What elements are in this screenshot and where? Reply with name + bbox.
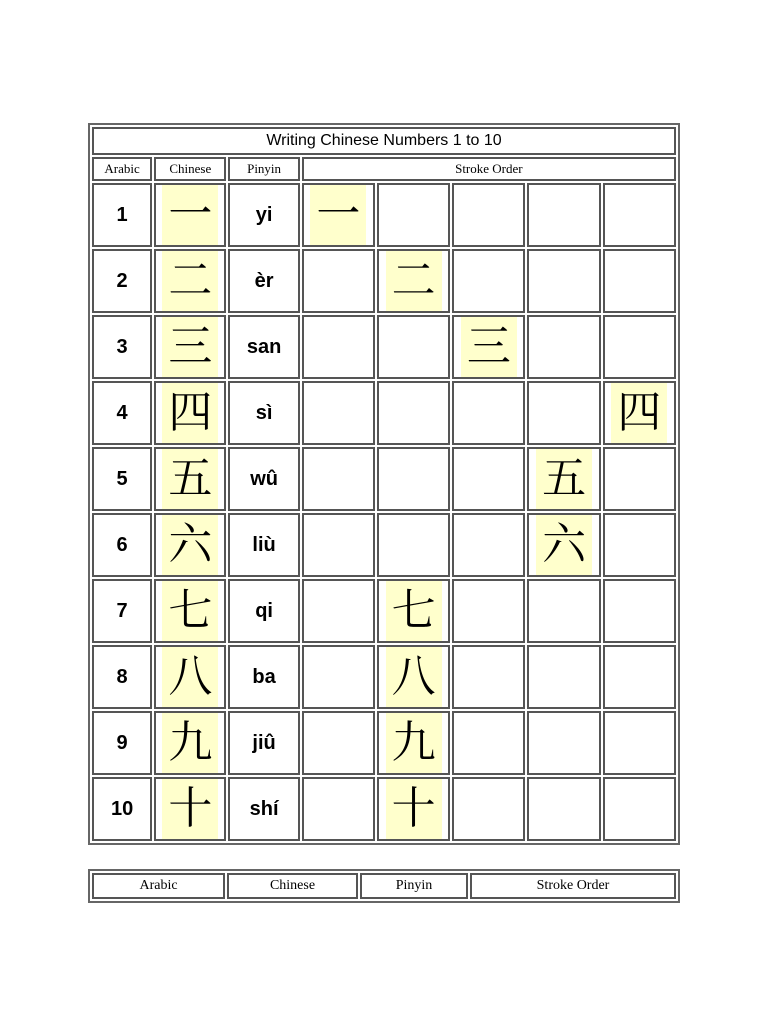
pinyin-label: yi	[228, 183, 299, 247]
arabic-numeral: 9	[92, 711, 152, 775]
stroke-order-cell	[302, 183, 375, 247]
chinese-character: 八	[162, 647, 218, 707]
stroke-order-cell	[527, 249, 600, 313]
arabic-numeral: 5	[92, 447, 152, 511]
chinese-cell	[154, 645, 226, 709]
chinese-cell	[154, 777, 226, 841]
pinyin-label: èr	[228, 249, 299, 313]
stroke-order-cell	[527, 183, 600, 247]
table-row	[92, 183, 676, 247]
stroke-order-cell	[452, 711, 525, 775]
table-row	[92, 711, 676, 775]
stroke-order-cell	[452, 579, 525, 643]
stroke-order-character: 五	[536, 449, 592, 509]
header-row	[92, 157, 676, 181]
stroke-order-cell	[527, 315, 600, 379]
stroke-order-cell	[603, 711, 676, 775]
stroke-order-character: 八	[386, 647, 442, 707]
stroke-order-cell	[603, 381, 676, 445]
stroke-order-cell	[452, 645, 525, 709]
stroke-order-cell	[527, 447, 600, 511]
stroke-order-character: 一	[310, 185, 366, 245]
arabic-numeral: 6	[92, 513, 152, 577]
chinese-character: 六	[162, 515, 218, 575]
stroke-order-cell	[302, 579, 375, 643]
stroke-order-character: 十	[386, 779, 442, 839]
chinese-cell	[154, 513, 226, 577]
chinese-character: 五	[162, 449, 218, 509]
chinese-cell	[154, 315, 226, 379]
chinese-cell	[154, 447, 226, 511]
pinyin-label: shí	[228, 777, 299, 841]
numbers-table	[88, 123, 680, 845]
stroke-order-cell	[527, 777, 600, 841]
stroke-order-cell	[603, 513, 676, 577]
stroke-order-character: 六	[536, 515, 592, 575]
stroke-order-cell	[527, 513, 600, 577]
chinese-cell	[154, 579, 226, 643]
chinese-character: 七	[162, 581, 218, 641]
stroke-order-cell	[302, 645, 375, 709]
pinyin-label: san	[228, 315, 299, 379]
pinyin-label: qi	[228, 579, 299, 643]
pinyin-label: sì	[228, 381, 299, 445]
stroke-order-cell	[527, 381, 600, 445]
arabic-numeral: 4	[92, 381, 152, 445]
stroke-order-cell	[302, 249, 375, 313]
table-title: Writing Chinese Numbers 1 to 10	[92, 127, 676, 155]
stroke-order-cell	[302, 777, 375, 841]
stroke-order-cell	[377, 513, 450, 577]
stroke-order-cell	[603, 447, 676, 511]
stroke-order-cell	[452, 777, 525, 841]
stroke-order-cell	[377, 777, 450, 841]
table-row	[92, 579, 676, 643]
stroke-order-character: 七	[386, 581, 442, 641]
stroke-order-cell	[377, 315, 450, 379]
arabic-numeral: 1	[92, 183, 152, 247]
stroke-order-cell	[302, 513, 375, 577]
table-row	[92, 645, 676, 709]
stroke-order-cell	[527, 645, 600, 709]
table-row	[92, 381, 676, 445]
header-arabic: Arabic	[92, 157, 152, 181]
stroke-order-cell	[302, 711, 375, 775]
table-row	[92, 447, 676, 511]
footer-header-stroke-order: Stroke Order	[470, 873, 676, 899]
chinese-cell	[154, 183, 226, 247]
table-row	[92, 513, 676, 577]
chinese-cell	[154, 381, 226, 445]
footer-header-chinese: Chinese	[227, 873, 358, 899]
arabic-numeral: 2	[92, 249, 152, 313]
stroke-order-character: 四	[611, 383, 667, 443]
chinese-character: 十	[162, 779, 218, 839]
stroke-order-cell	[603, 777, 676, 841]
pinyin-label: jiû	[228, 711, 299, 775]
stroke-order-cell	[452, 513, 525, 577]
stroke-order-cell	[452, 183, 525, 247]
stroke-order-cell	[377, 381, 450, 445]
stroke-order-cell	[527, 579, 600, 643]
header-pinyin: Pinyin	[228, 157, 299, 181]
footer-header-row	[92, 873, 676, 899]
stroke-order-cell	[377, 711, 450, 775]
chinese-character: 四	[162, 383, 218, 443]
stroke-order-cell	[302, 315, 375, 379]
stroke-order-cell	[452, 381, 525, 445]
chinese-character: 三	[162, 317, 218, 377]
stroke-order-cell	[603, 183, 676, 247]
stroke-order-cell	[452, 447, 525, 511]
header-stroke-order: Stroke Order	[302, 157, 676, 181]
pinyin-label: ba	[228, 645, 299, 709]
stroke-order-cell	[377, 183, 450, 247]
chinese-cell	[154, 711, 226, 775]
stroke-order-cell	[603, 579, 676, 643]
stroke-order-cell	[377, 447, 450, 511]
stroke-order-cell	[452, 315, 525, 379]
table-row	[92, 315, 676, 379]
stroke-order-character: 九	[386, 713, 442, 773]
footer-header-arabic: Arabic	[92, 873, 225, 899]
header-chinese: Chinese	[154, 157, 226, 181]
stroke-order-cell	[377, 579, 450, 643]
stroke-order-cell	[603, 315, 676, 379]
arabic-numeral: 3	[92, 315, 152, 379]
stroke-order-cell	[377, 249, 450, 313]
stroke-order-character: 二	[386, 251, 442, 311]
stroke-order-cell	[302, 447, 375, 511]
chinese-character: 二	[162, 251, 218, 311]
stroke-order-character: 三	[461, 317, 517, 377]
title-row	[92, 127, 676, 155]
stroke-order-cell	[603, 249, 676, 313]
table-row	[92, 249, 676, 313]
footer-header-table	[88, 869, 680, 903]
chinese-character: 九	[162, 713, 218, 773]
chinese-character: 一	[162, 185, 218, 245]
arabic-numeral: 10	[92, 777, 152, 841]
table-row	[92, 777, 676, 841]
footer-header-pinyin: Pinyin	[360, 873, 468, 899]
arabic-numeral: 8	[92, 645, 152, 709]
stroke-order-cell	[603, 645, 676, 709]
stroke-order-cell	[527, 711, 600, 775]
stroke-order-cell	[377, 645, 450, 709]
pinyin-label: wû	[228, 447, 299, 511]
chinese-cell	[154, 249, 226, 313]
pinyin-label: liù	[228, 513, 299, 577]
stroke-order-cell	[452, 249, 525, 313]
stroke-order-cell	[302, 381, 375, 445]
arabic-numeral: 7	[92, 579, 152, 643]
